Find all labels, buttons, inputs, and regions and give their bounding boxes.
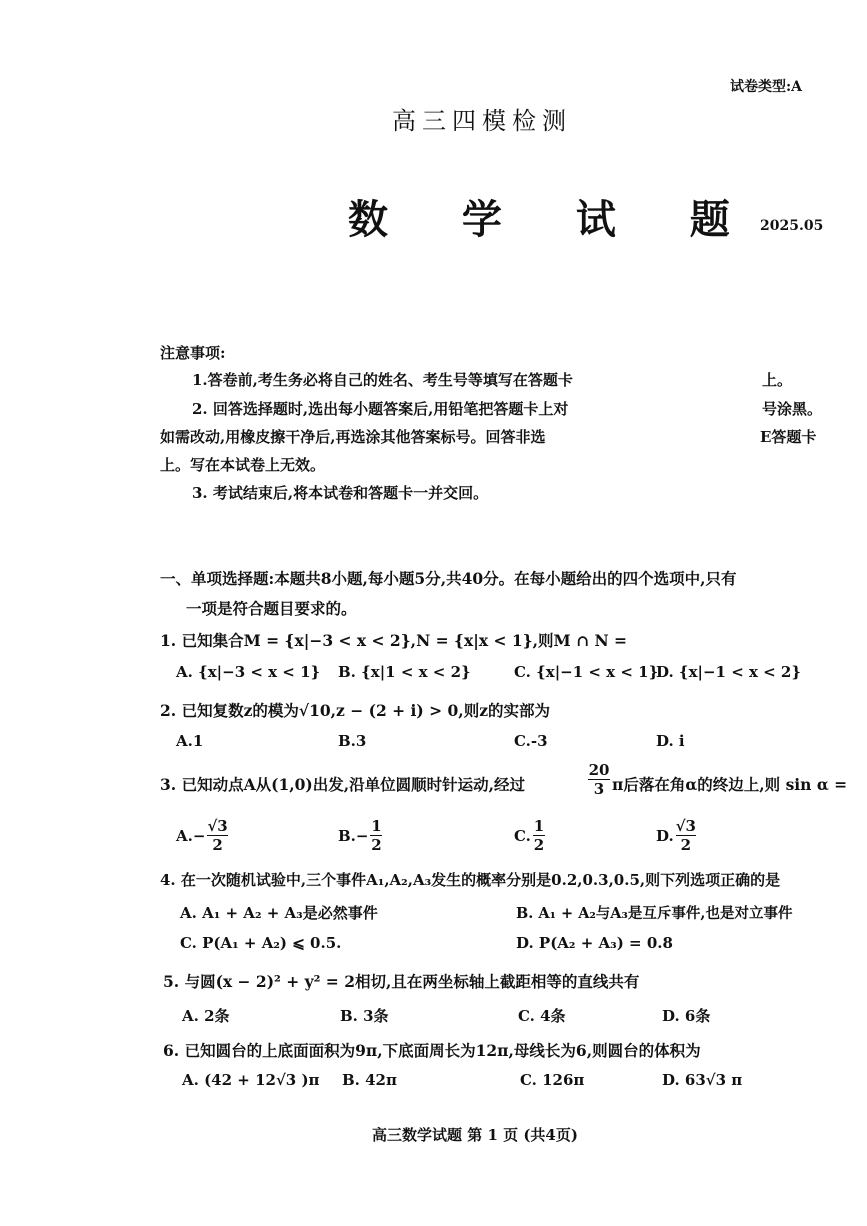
obscured-region	[630, 362, 758, 454]
subject-title: 数 学 试 题	[348, 196, 760, 243]
q3-option-a-sign: −	[192, 826, 206, 845]
question-5-stem: 5. 与圆(x − 2)² + y² = 2相切,且在两坐标轴上截距相等的直线共有	[163, 972, 640, 991]
q5-option-d: D. 6条	[662, 1007, 711, 1025]
notes-heading: 注意事项:	[160, 344, 226, 362]
q3-option-b-num: 1	[371, 817, 382, 835]
q6-option-b: B. 42π	[342, 1071, 397, 1089]
q4-option-a: A. A₁ + A₂ + A₃是必然事件	[180, 904, 378, 922]
section-1-heading-cont: 一项是符合题目要求的。	[186, 599, 357, 618]
q5-option-a: A. 2条	[182, 1007, 230, 1025]
question-3-stem-b: π后落在角α的终边上,则 sin α =	[612, 775, 848, 794]
q3-option-d-label: D.	[656, 826, 674, 845]
q3-option-d-den: 2	[676, 835, 696, 854]
q2-option-c: C.-3	[514, 732, 548, 750]
q5-option-c: C. 4条	[518, 1007, 566, 1025]
q3-option-d	[656, 817, 696, 854]
q2-option-b: B.3	[338, 732, 367, 750]
notes-line-5: 3. 考试结束后,将本试卷和答题卡一并交回。	[192, 484, 489, 502]
q3-option-a-den: 2	[207, 835, 227, 854]
q3-fraction-den: 3	[588, 779, 610, 798]
notes-line-3: 如需改动,用橡皮擦干净后,再选涂其他答案标号。回答非选	[160, 428, 546, 446]
q3-option-a-num: √3	[207, 817, 228, 835]
question-3-stem-a: 3. 已知动点A从(1,0)出发,沿单位圆顺时针运动,经过	[160, 775, 526, 794]
notes-line-1-end: 上。	[762, 371, 793, 389]
q1-option-c: C. {x|−1 < x < 1}	[514, 663, 659, 681]
q2-option-a: A.1	[176, 732, 204, 750]
q3-option-b-sign: −	[355, 826, 369, 845]
q6-option-c: C. 126π	[520, 1071, 585, 1089]
notes-line-2-end: 号涂黑。	[762, 400, 823, 418]
notes-line-1: 1.答卷前,考生务必将自己的姓名、考生号等填写在答题卡	[192, 371, 573, 389]
exam-date: 2025.05	[760, 218, 824, 234]
q3-option-c-label: C.	[514, 826, 531, 845]
q3-option-b-den: 2	[371, 836, 382, 854]
question-1-stem: 1. 已知集合M = {x|−3 < x < 2},N = {x|x < 1},则M ∩ N =	[160, 631, 628, 650]
q4-option-d: D. P(A₂ + A₃) = 0.8	[516, 934, 673, 952]
question-2-stem: 2. 已知复数z的模为√10,z − (2 + i) > 0,则z的实部为	[160, 701, 550, 720]
q3-option-a-label: A.	[176, 826, 193, 845]
q3-fraction-num: 20	[588, 761, 610, 779]
q6-option-a: A. (42 + 12√3 )π	[182, 1071, 320, 1089]
paper-type: 试卷类型:A	[730, 79, 803, 95]
exam-name: 高三四模检测	[392, 107, 572, 135]
q2-option-d: D. i	[656, 732, 685, 750]
q4-option-c: C. P(A₁ + A₂) ⩽ 0.5.	[180, 934, 342, 952]
notes-line-2: 2. 回答选择题时,选出每小题答案后,用铅笔把答题卡上对	[192, 400, 569, 418]
q6-option-d: D. 63√3 π	[662, 1071, 743, 1089]
q3-fraction	[588, 761, 610, 798]
q1-option-b: B. {x|1 < x < 2}	[338, 663, 471, 681]
q1-option-d: D. {x|−1 < x < 2}	[656, 663, 802, 681]
q3-option-d-num: √3	[675, 817, 696, 835]
section-1-heading: 一、单项选择题:本题共8小题,每小题5分,共40分。在每小题给出的四个选项中,只有	[160, 569, 737, 588]
q3-option-b	[338, 817, 382, 854]
q5-option-b: B. 3条	[340, 1007, 389, 1025]
q3-option-b-label: B.	[338, 826, 356, 845]
q3-option-c-den: 2	[533, 836, 545, 854]
q3-option-c	[514, 817, 545, 854]
q3-option-c-num: 1	[533, 817, 545, 835]
question-4-stem: 4. 在一次随机试验中,三个事件A₁,A₂,A₃发生的概率分别是0.2,0.3,0.5,则下列选项正确的是	[160, 871, 781, 889]
notes-line-4: 上。写在本试卷上无效。	[160, 456, 326, 474]
q3-option-a	[176, 817, 228, 854]
q1-option-a: A. {x|−3 < x < 1}	[176, 663, 321, 681]
question-6-stem: 6. 已知圆台的上底面面积为9π,下底面周长为12π,母线长为6,则圆台的体积为	[163, 1041, 701, 1060]
q4-option-b: B. A₁ + A₂与A₃是互斥事件,也是对立事件	[516, 905, 793, 922]
page-footer: 高三数学试题 第 1 页 (共4页)	[372, 1126, 578, 1144]
notes-line-3-end: E答题卡	[760, 428, 817, 446]
